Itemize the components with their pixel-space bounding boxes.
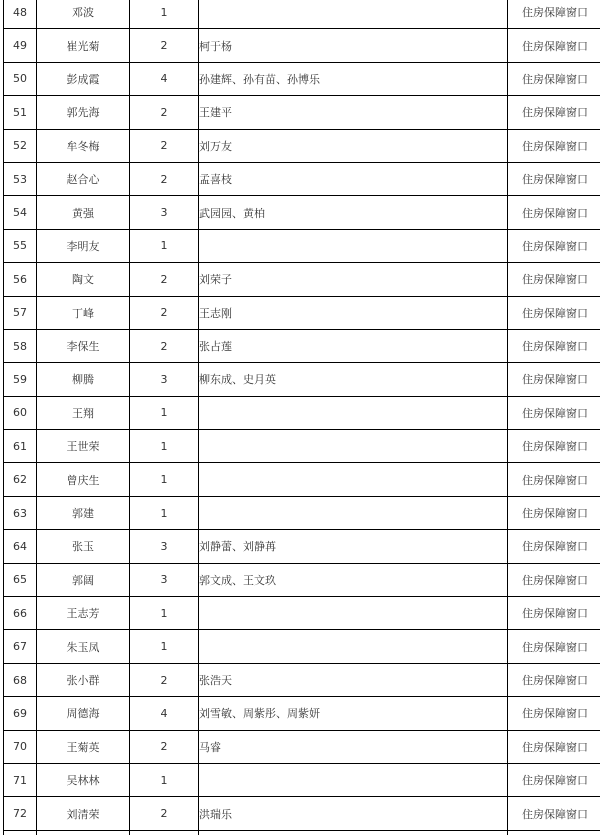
applicant-name-cell: 张玉 <box>37 530 130 563</box>
household-size-cell: 1 <box>130 463 199 496</box>
applicant-name-cell: 陶文 <box>37 263 130 296</box>
family-members-cell: 王建平 <box>199 96 508 129</box>
table-row <box>4 162 600 195</box>
household-size-cell: 4 <box>130 62 199 95</box>
table-row <box>4 563 600 596</box>
table-row <box>4 597 600 630</box>
table-row <box>4 196 600 229</box>
table-row <box>4 763 600 796</box>
service-window-cell: 住房保障窗口 <box>508 797 600 830</box>
row-number-cell: 54 <box>4 196 37 229</box>
service-window-cell: 住房保障窗口 <box>508 129 600 162</box>
service-window-cell: 住房保障窗口 <box>508 296 600 329</box>
household-size-cell: 1 <box>130 430 199 463</box>
household-size-cell: 1 <box>130 763 199 796</box>
table-row <box>4 496 600 529</box>
row-number-cell: 59 <box>4 363 37 396</box>
service-window-cell: 住房保障窗口 <box>508 597 600 630</box>
family-members-cell <box>199 396 508 429</box>
family-members-cell <box>199 763 508 796</box>
row-number-cell: 60 <box>4 396 37 429</box>
row-number-cell: 61 <box>4 430 37 463</box>
table-row <box>4 463 600 496</box>
applicant-name-cell: 张小群 <box>37 663 130 696</box>
family-members-cell: 孙建辉、孙有苗、孙博乐 <box>199 62 508 95</box>
row-number-cell: 52 <box>4 129 37 162</box>
family-members-cell <box>199 0 508 29</box>
row-number-cell: 49 <box>4 29 37 62</box>
family-members-cell: 刘雪敏、周紫彤、周紫妍 <box>199 697 508 730</box>
table-row <box>4 363 600 396</box>
row-number-cell: 65 <box>4 563 37 596</box>
service-window-cell: 住房保障窗口 <box>508 329 600 362</box>
applicant-name-cell: 郭先海 <box>37 96 130 129</box>
household-size-cell: 3 <box>130 363 199 396</box>
table-row <box>4 530 600 563</box>
applicant-name-cell: 周德海 <box>37 697 130 730</box>
family-members-cell <box>199 463 508 496</box>
applicant-name-cell: 李明友 <box>37 229 130 262</box>
row-number-cell: 66 <box>4 597 37 630</box>
row-number-cell: 62 <box>4 463 37 496</box>
household-size-cell: 1 <box>130 0 199 29</box>
service-window-cell: 住房保障窗口 <box>508 630 600 663</box>
table-row <box>4 263 600 296</box>
service-window-cell: 住房保障窗口 <box>508 396 600 429</box>
household-size-cell: 2 <box>130 29 199 62</box>
applicant-name-cell: 李保生 <box>37 329 130 362</box>
service-window-cell: 住房保障窗口 <box>508 0 600 29</box>
applicant-name-cell: 刘清荣 <box>37 797 130 830</box>
family-members-cell: 洪瑞乐 <box>199 797 508 830</box>
service-window-cell: 住房保障窗口 <box>508 229 600 262</box>
family-members-cell <box>199 496 508 529</box>
household-size-cell: 4 <box>130 697 199 730</box>
row-number-cell: 48 <box>4 0 37 29</box>
applicant-name-cell: 丁峰 <box>37 296 130 329</box>
table-row <box>4 663 600 696</box>
household-size-cell: 2 <box>130 162 199 195</box>
family-members-cell <box>199 630 508 663</box>
household-size-cell: 1 <box>130 597 199 630</box>
family-members-cell: 郭文成、王文玖 <box>199 563 508 596</box>
applicant-name-cell: 郭建 <box>37 496 130 529</box>
household-size-cell <box>130 830 199 835</box>
table-row <box>4 797 600 830</box>
family-members-cell <box>199 597 508 630</box>
service-window-cell: 住房保障窗口 <box>508 430 600 463</box>
household-size-cell: 2 <box>130 296 199 329</box>
row-number-cell <box>4 830 37 835</box>
applicant-name-cell: 彭成霞 <box>37 62 130 95</box>
service-window-cell <box>508 830 600 835</box>
row-number-cell: 53 <box>4 162 37 195</box>
applicant-name-cell: 吴林林 <box>37 763 130 796</box>
family-members-cell: 刘荣子 <box>199 263 508 296</box>
row-number-cell: 56 <box>4 263 37 296</box>
service-window-cell: 住房保障窗口 <box>508 663 600 696</box>
table-row <box>4 697 600 730</box>
row-number-cell: 67 <box>4 630 37 663</box>
applicant-name-cell: 曾庆生 <box>37 463 130 496</box>
service-window-cell: 住房保障窗口 <box>508 463 600 496</box>
service-window-cell: 住房保障窗口 <box>508 563 600 596</box>
household-size-cell: 1 <box>130 229 199 262</box>
row-number-cell: 63 <box>4 496 37 529</box>
service-window-cell: 住房保障窗口 <box>508 263 600 296</box>
household-size-cell: 3 <box>130 563 199 596</box>
household-size-cell: 2 <box>130 329 199 362</box>
applicant-name-cell: 朱玉凤 <box>37 630 130 663</box>
family-members-cell <box>199 830 508 835</box>
applicant-name-cell: 王志芳 <box>37 597 130 630</box>
table-row <box>4 730 600 763</box>
household-size-cell: 1 <box>130 396 199 429</box>
row-number-cell: 50 <box>4 62 37 95</box>
household-size-cell: 2 <box>130 730 199 763</box>
applicant-name-cell: 邓波 <box>37 0 130 29</box>
household-size-cell: 3 <box>130 196 199 229</box>
service-window-cell: 住房保障窗口 <box>508 196 600 229</box>
applicant-name-cell: 郭阔 <box>37 563 130 596</box>
applicant-name-cell: 崔光菊 <box>37 29 130 62</box>
family-members-cell: 马睿 <box>199 730 508 763</box>
service-window-cell: 住房保障窗口 <box>508 363 600 396</box>
service-window-cell: 住房保障窗口 <box>508 62 600 95</box>
applicant-name-cell: 王翔 <box>37 396 130 429</box>
table-row <box>4 396 600 429</box>
row-number-cell: 72 <box>4 797 37 830</box>
service-window-cell: 住房保障窗口 <box>508 530 600 563</box>
row-number-cell: 51 <box>4 96 37 129</box>
family-members-cell <box>199 229 508 262</box>
household-size-cell: 3 <box>130 530 199 563</box>
household-size-cell: 2 <box>130 96 199 129</box>
table-row <box>4 129 600 162</box>
family-members-cell: 柳东成、史月英 <box>199 363 508 396</box>
household-size-cell: 2 <box>130 797 199 830</box>
applicant-name-cell: 王菊英 <box>37 730 130 763</box>
household-size-cell: 2 <box>130 129 199 162</box>
row-number-cell: 68 <box>4 663 37 696</box>
row-number-cell: 55 <box>4 229 37 262</box>
household-size-cell: 2 <box>130 263 199 296</box>
applicant-name-cell: 牟冬梅 <box>37 129 130 162</box>
household-size-cell: 1 <box>130 630 199 663</box>
family-members-cell: 刘静蕾、刘静苒 <box>199 530 508 563</box>
family-members-cell <box>199 430 508 463</box>
table-row <box>4 229 600 262</box>
applicant-table <box>3 0 600 835</box>
applicant-name-cell <box>37 830 130 835</box>
family-members-cell: 刘万友 <box>199 129 508 162</box>
service-window-cell: 住房保障窗口 <box>508 96 600 129</box>
row-number-cell: 70 <box>4 730 37 763</box>
table-row <box>4 0 600 29</box>
table-row <box>4 430 600 463</box>
household-size-cell: 2 <box>130 663 199 696</box>
family-members-cell: 柯于杨 <box>199 29 508 62</box>
row-number-cell: 69 <box>4 697 37 730</box>
applicant-name-cell: 王世荣 <box>37 430 130 463</box>
applicant-name-cell: 柳腾 <box>37 363 130 396</box>
applicant-name-cell: 黄强 <box>37 196 130 229</box>
table-row <box>4 29 600 62</box>
family-members-cell: 王志刚 <box>199 296 508 329</box>
row-number-cell: 57 <box>4 296 37 329</box>
family-members-cell: 孟喜枝 <box>199 162 508 195</box>
row-number-cell: 64 <box>4 530 37 563</box>
table-row <box>4 830 600 835</box>
family-members-cell: 武园园、黄柏 <box>199 196 508 229</box>
table-row <box>4 630 600 663</box>
service-window-cell: 住房保障窗口 <box>508 730 600 763</box>
table-row <box>4 62 600 95</box>
applicant-name-cell: 赵合心 <box>37 162 130 195</box>
row-number-cell: 71 <box>4 763 37 796</box>
table-row <box>4 329 600 362</box>
family-members-cell: 张浩天 <box>199 663 508 696</box>
household-size-cell: 1 <box>130 496 199 529</box>
service-window-cell: 住房保障窗口 <box>508 162 600 195</box>
service-window-cell: 住房保障窗口 <box>508 763 600 796</box>
service-window-cell: 住房保障窗口 <box>508 697 600 730</box>
service-window-cell: 住房保障窗口 <box>508 29 600 62</box>
service-window-cell: 住房保障窗口 <box>508 496 600 529</box>
family-members-cell: 张占莲 <box>199 329 508 362</box>
row-number-cell: 58 <box>4 329 37 362</box>
table-row <box>4 296 600 329</box>
table-row <box>4 96 600 129</box>
applicant-table-body <box>4 0 600 835</box>
